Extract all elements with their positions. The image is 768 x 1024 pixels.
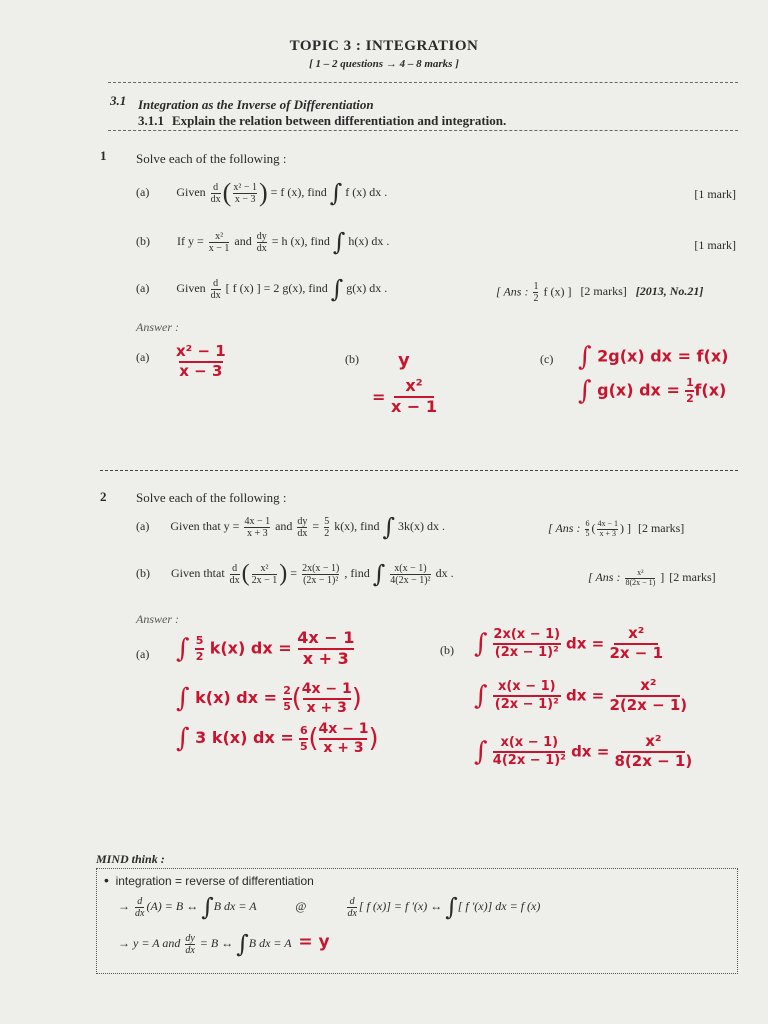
q2-answer-a-line3: ∫ 3 k(x) dx = $\frac{6}{5}$ ( $\frac{4x - 1}{x + 3}$ ) <box>176 721 379 756</box>
q1-answer-a-label: (a) <box>136 350 150 364</box>
q1a-given: Given <box>176 184 206 199</box>
q1-answer-c-label: (c) <box>540 352 554 366</box>
q1b-integrand: h(x) dx . <box>348 233 390 248</box>
subsection-number: 3.1.1 <box>138 113 164 128</box>
q2-answer-a-line2: ∫ k(x) dx = $\frac{2}{5}$ ( $\frac{4x - 1}{x + 3}$ ) <box>176 681 362 716</box>
q2-answer-b-line1: ∫ $\frac{2x(x - 1)}{\text{(2x − 1)²}}$ dx = $\frac{\text{x²}}{2x - 1}$ <box>474 624 664 662</box>
q1-answer-b-y: y <box>398 350 410 371</box>
q1a-derivative: $\frac{d}{dx}$ <box>210 181 221 205</box>
q1b-fraction: $\frac{\text{x²}}{x - 1}$ <box>208 230 230 254</box>
q1a-part: (a) Given $\frac{d}{dx}$ ( $\frac{\text{x² − 1}}{x - 3}$ ) = f (x), find ∫ f (x) dx . <box>136 178 388 207</box>
q1b-marks: [1 mark] <box>694 238 736 252</box>
page-subtitle: [ 1 – 2 questions → 4 – 8 marks ] <box>309 58 459 70</box>
q1-answer-c-line1: ∫ 2g(x) dx = f(x) <box>578 342 729 372</box>
q1a-eq: = f (x), find <box>270 184 327 199</box>
divider <box>108 130 738 131</box>
divider <box>100 470 738 471</box>
q2-answer-a-line1: ∫ $\frac{5}{2}$ k(x) dx = $\frac{4x - 1}{x + 3}$ <box>176 628 355 668</box>
q1c-answer-hint: [ Ans : $\frac{1}{2}$ f (x) ] [2 marks] [2013, No.21] <box>496 281 704 304</box>
section-number: 3.1 <box>110 93 127 108</box>
q2a-answer-hint: [ Ans : $\frac{6}{5}$ ( $\frac{4x - 1}{x + 3}$ ) ] [2 marks] <box>548 519 685 538</box>
subsection-text: Explain the relation between differentiation and integration. <box>172 113 507 128</box>
q1a-marks: [1 mark] <box>694 187 736 201</box>
question-1-number: 1 <box>100 148 107 163</box>
q2-answer-label: Answer : <box>136 612 179 626</box>
mind-bullet: • integration = reverse of differentiation <box>104 872 314 888</box>
q1-answer-a: $\frac{\text{x² − 1}}{x - 3}$ <box>176 342 226 380</box>
q1b-part: (b) If y = $\frac{\text{x²}}{x - 1}$ and $\frac{dy}{dx}$ = h (x), find ∫ h(x) dx . <box>136 228 390 256</box>
q1-answer-label: Answer : <box>136 320 179 334</box>
q1-answer-b: = $\frac{\text{x²}}{x - 1}$ <box>372 376 437 416</box>
q2b-answer-hint: [ Ans : $\frac{\text{x²}}{8(2x - 1)}$ ] [2 marks] <box>588 568 716 587</box>
section-heading: Integration as the Inverse of Differentiation <box>138 97 374 112</box>
mind-row-1: → $\frac{d}{dx}$ (A) = B ↔ ∫B dx = A @ $\frac{d}{dx}$ [ f (x)] = f '(x) ↔ ∫[ f '(x)] dx = f (x) <box>118 893 541 921</box>
q1a-label: (a) <box>136 184 150 199</box>
page-title: TOPIC 3 : INTEGRATION <box>289 38 479 54</box>
question-2-intro: Solve each of the following : <box>136 490 287 505</box>
q2-answer-b-line3: ∫ $\frac{x(x - 1)}{\text{4(2x − 1)²}}$ dx = $\frac{\text{x²}}{8(2x - 1)}$ <box>474 732 693 770</box>
q1a-integrand: f (x) dx . <box>345 184 388 199</box>
question-1-intro: Solve each of the following : <box>136 151 287 166</box>
q1-answer-c-line2: ∫ g(x) dx = $\frac{1}{2}$ f(x) <box>578 376 727 406</box>
q2-answer-a-label: (a) <box>136 647 150 661</box>
mind-row-2: → y = A and $\frac{dy}{dx}$ = B ↔ ∫B dx = A = y <box>118 930 330 958</box>
q1b-label: (b) <box>136 233 150 248</box>
mind-handwritten-y: = y <box>298 931 330 952</box>
q2a-part: (a) Given that y = $\frac{4x - 1}{x + 3}$ and $\frac{dy}{dx}$ = $\frac{5}{2}$ k(x), find ∫ 3k(x) dx . <box>136 513 446 541</box>
q2-answer-b-label: (b) <box>440 643 454 657</box>
mind-think-label: MIND think : <box>96 852 165 866</box>
q2b-part: (b) Given thtat $\frac{d}{dx}$ ( $\frac{\text{x²}}{2x - 1}$ ) = $\frac{2x(x - 1)}{\text{(2x − 1)²}}$ , find ∫ $\frac{x(x - 1)}{\text{4(2x − 1)²}}$ dx . <box>136 560 454 588</box>
divider <box>108 82 738 83</box>
q2-answer-b-line2: ∫ $\frac{x(x - 1)}{\text{(2x − 1)²}}$ dx = $\frac{\text{x²}}{2(2x - 1)}$ <box>474 676 688 714</box>
q1-answer-b-label: (b) <box>345 352 359 366</box>
q1a-fraction: $\frac{\text{x² − 1}}{x - 3}$ <box>233 181 257 205</box>
q1c-part: (a) Given $\frac{d}{dx}$ [ f (x) ] = 2 g(x), find ∫ g(x) dx . <box>136 275 388 303</box>
question-2-number: 2 <box>100 489 107 504</box>
